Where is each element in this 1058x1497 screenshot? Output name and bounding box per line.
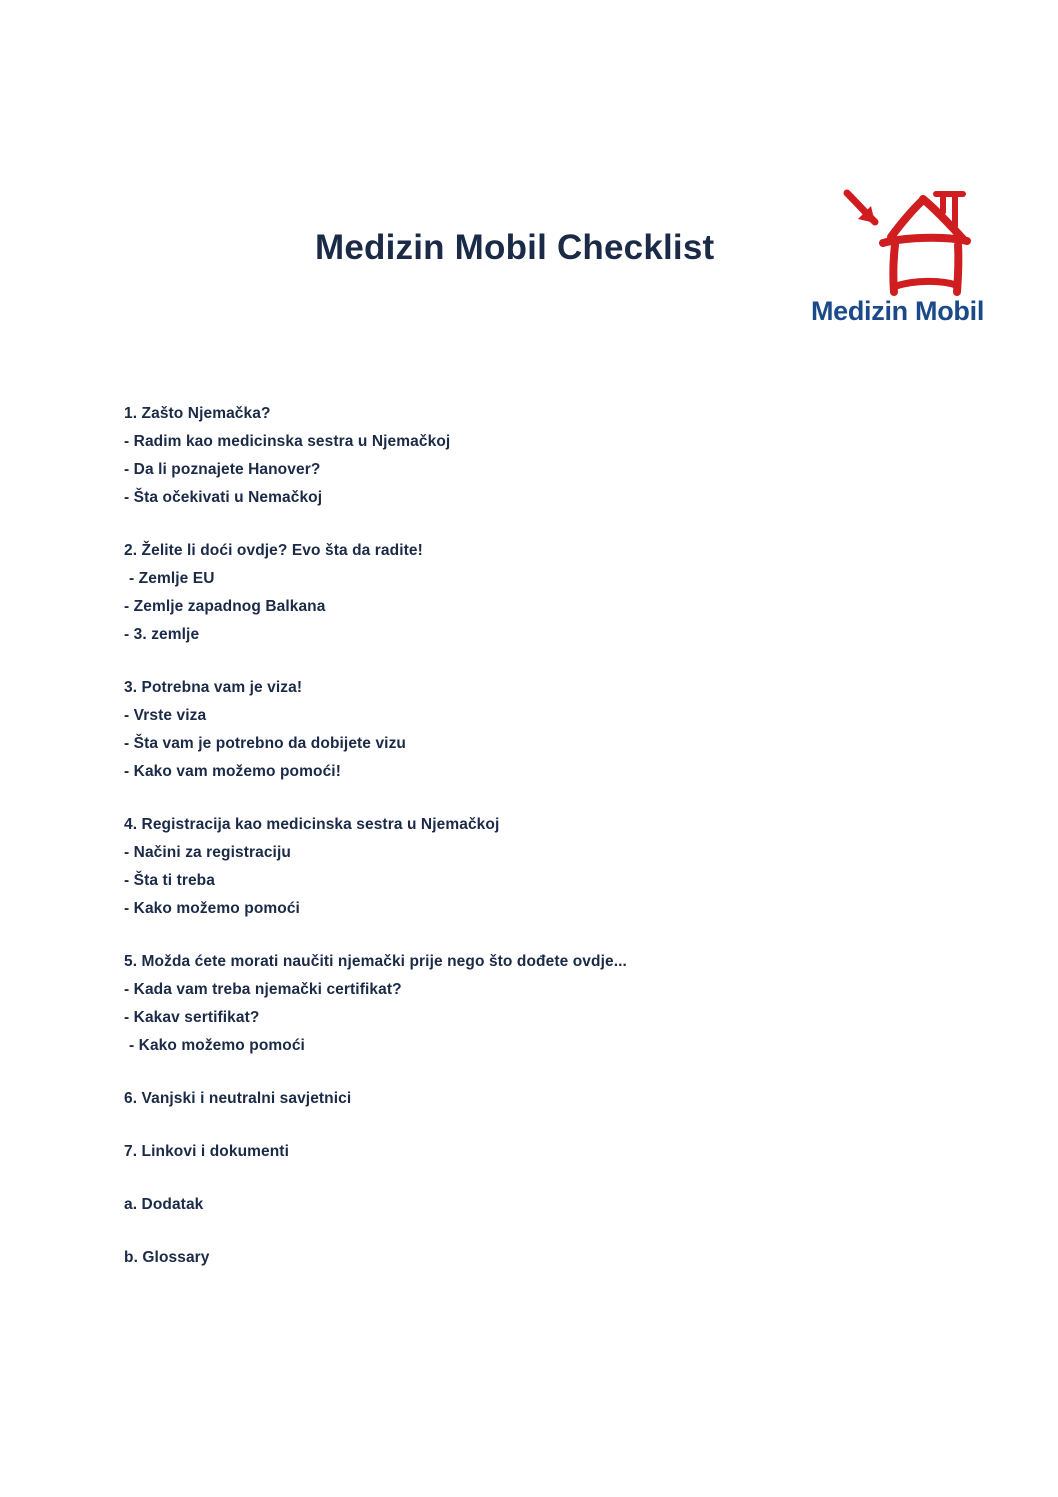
section-item: - Kako možemo pomoći — [129, 1037, 305, 1054]
section-item: - Šta ti treba — [124, 872, 215, 889]
checklist-section — [124, 400, 924, 512]
section-item: - Zemlje zapadnog Balkana — [124, 598, 326, 615]
section-heading: 7. Linkovi i dokumenti — [124, 1143, 289, 1160]
section-item: - Načini za registraciju — [124, 844, 291, 861]
house-with-arrow-icon — [795, 176, 995, 296]
section-item: - Kako vam možemo pomoći! — [124, 763, 341, 780]
section-item: - Kada vam treba njemački certifikat? — [124, 981, 402, 998]
checklist-section — [124, 811, 924, 923]
section-item: - Kakav sertifikat? — [124, 1009, 260, 1026]
checklist-section — [124, 1085, 924, 1113]
section-heading: 6. Vanjski i neutralni savjetnici — [124, 1090, 352, 1107]
section-item: - 3. zemlje — [124, 626, 200, 643]
checklist-section — [124, 537, 924, 649]
section-heading: 1. Zašto Njemačka? — [124, 405, 271, 422]
section-item: - Da li poznajete Hanover? — [124, 461, 321, 478]
checklist-section — [124, 1191, 924, 1219]
logo-wordmark: Medizin Mobil — [810, 296, 985, 326]
section-item: - Vrste viza — [124, 707, 207, 724]
section-heading: 4. Registracija kao medicinska sestra u Njemačkoj — [124, 816, 500, 833]
section-item: - Šta vam je potrebno da dobijete vizu — [124, 735, 406, 752]
checklist-section — [124, 674, 924, 786]
checklist-section — [124, 1138, 924, 1166]
section-heading: 5. Možda ćete morati naučiti njemački prije nego što dođete ovdje... — [124, 953, 627, 970]
section-item: - Radim kao medicinska sestra u Njemačkoj — [124, 433, 451, 450]
page-title: Medizin Mobil Checklist — [315, 228, 715, 267]
section-item: - Zemlje EU — [129, 570, 215, 587]
section-heading: 2. Želite li doći ovdje? Evo šta da radite! — [124, 542, 423, 559]
checklist-section — [124, 948, 924, 1060]
section-item: - Kako možemo pomoći — [124, 900, 300, 917]
section-item: - Šta očekivati u Nemačkoj — [124, 489, 323, 506]
logo — [795, 176, 995, 341]
document-header — [0, 168, 1058, 348]
checklist-content — [124, 400, 924, 1272]
checklist-section — [124, 1244, 924, 1272]
section-heading: a. Dodatak — [124, 1196, 204, 1213]
section-heading: 3. Potrebna vam je viza! — [124, 679, 303, 696]
section-heading: b. Glossary — [124, 1249, 210, 1266]
